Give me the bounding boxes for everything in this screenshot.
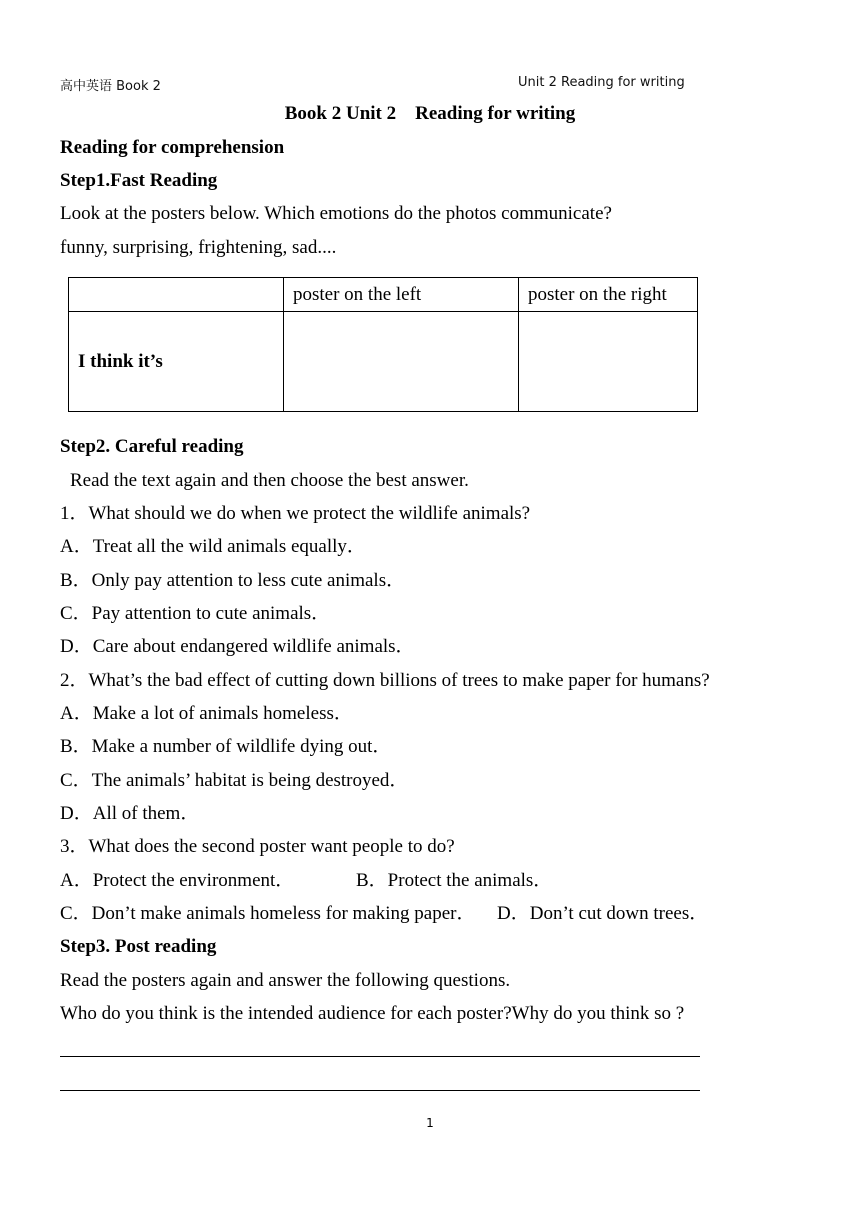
table-header-empty (69, 278, 284, 312)
page-number: 1 (426, 1116, 434, 1130)
answer-line-2[interactable] (60, 1090, 700, 1091)
step3-instruction: Read the posters again and answer the following questions. (60, 970, 511, 991)
emotions-table (68, 277, 698, 412)
question-3-option-d: D．Don’t cut down trees． (497, 903, 709, 924)
table-header-left-poster: poster on the left (284, 278, 519, 312)
question-3-option-a: A．Protect the environment． (60, 870, 295, 891)
answer-cell-right[interactable] (519, 312, 698, 412)
step3-heading: Step3. Post reading (60, 936, 217, 957)
question-3-option-b: B．Protect the animals． (356, 870, 553, 891)
table-header-right-poster: poster on the right (519, 278, 698, 312)
step2-heading: Step2. Careful reading (60, 436, 244, 457)
question-2-option-d: D．All of them． (60, 803, 200, 824)
header-left: 高中英语 Book 2 (60, 79, 161, 94)
step3-question: Who do you think is the intended audience for each poster?Why do you think so ? (60, 1003, 685, 1024)
question-1-option-a: A．Treat all the wild animals equally． (60, 536, 366, 557)
question-3: 3．What does the second poster want people to do? (60, 836, 455, 857)
step1-emotion-options: funny, surprising, frightening, sad.... (60, 237, 337, 258)
step2-instruction: Read the text again and then choose the best answer. (70, 470, 469, 491)
question-3-option-c: C．Don’t make animals homeless for making paper． (60, 903, 476, 924)
question-2-option-b: B．Make a number of wildlife dying out． (60, 736, 392, 757)
step1-instruction: Look at the posters below. Which emotions do the photos communicate? (60, 203, 612, 224)
section-heading-reading: Reading for comprehension (60, 137, 285, 158)
answer-cell-left[interactable] (284, 312, 519, 412)
table-row-label: I think it’s (69, 312, 284, 412)
question-1-option-d: D．Care about endangered wildlife animals． (60, 636, 415, 657)
header-right: Unit 2 Reading for writing (518, 75, 685, 90)
question-1-option-c: C．Pay attention to cute animals． (60, 603, 331, 624)
question-2: 2．What’s the bad effect of cutting down billions of trees to make paper for humans? (60, 670, 710, 691)
answer-line-1[interactable] (60, 1056, 700, 1057)
question-1-option-b: B．Only pay attention to less cute animals． (60, 570, 406, 591)
table-row (69, 312, 698, 412)
question-1: 1．What should we do when we protect the wildlife animals? (60, 503, 531, 524)
step1-heading: Step1.Fast Reading (60, 170, 218, 191)
question-2-option-c: C．The animals’ habitat is being destroyed． (60, 770, 409, 791)
question-2-option-a: A．Make a lot of animals homeless． (60, 703, 353, 724)
page-title: Book 2 Unit 2 Reading for writing (284, 103, 576, 124)
table-header-row (69, 278, 698, 312)
